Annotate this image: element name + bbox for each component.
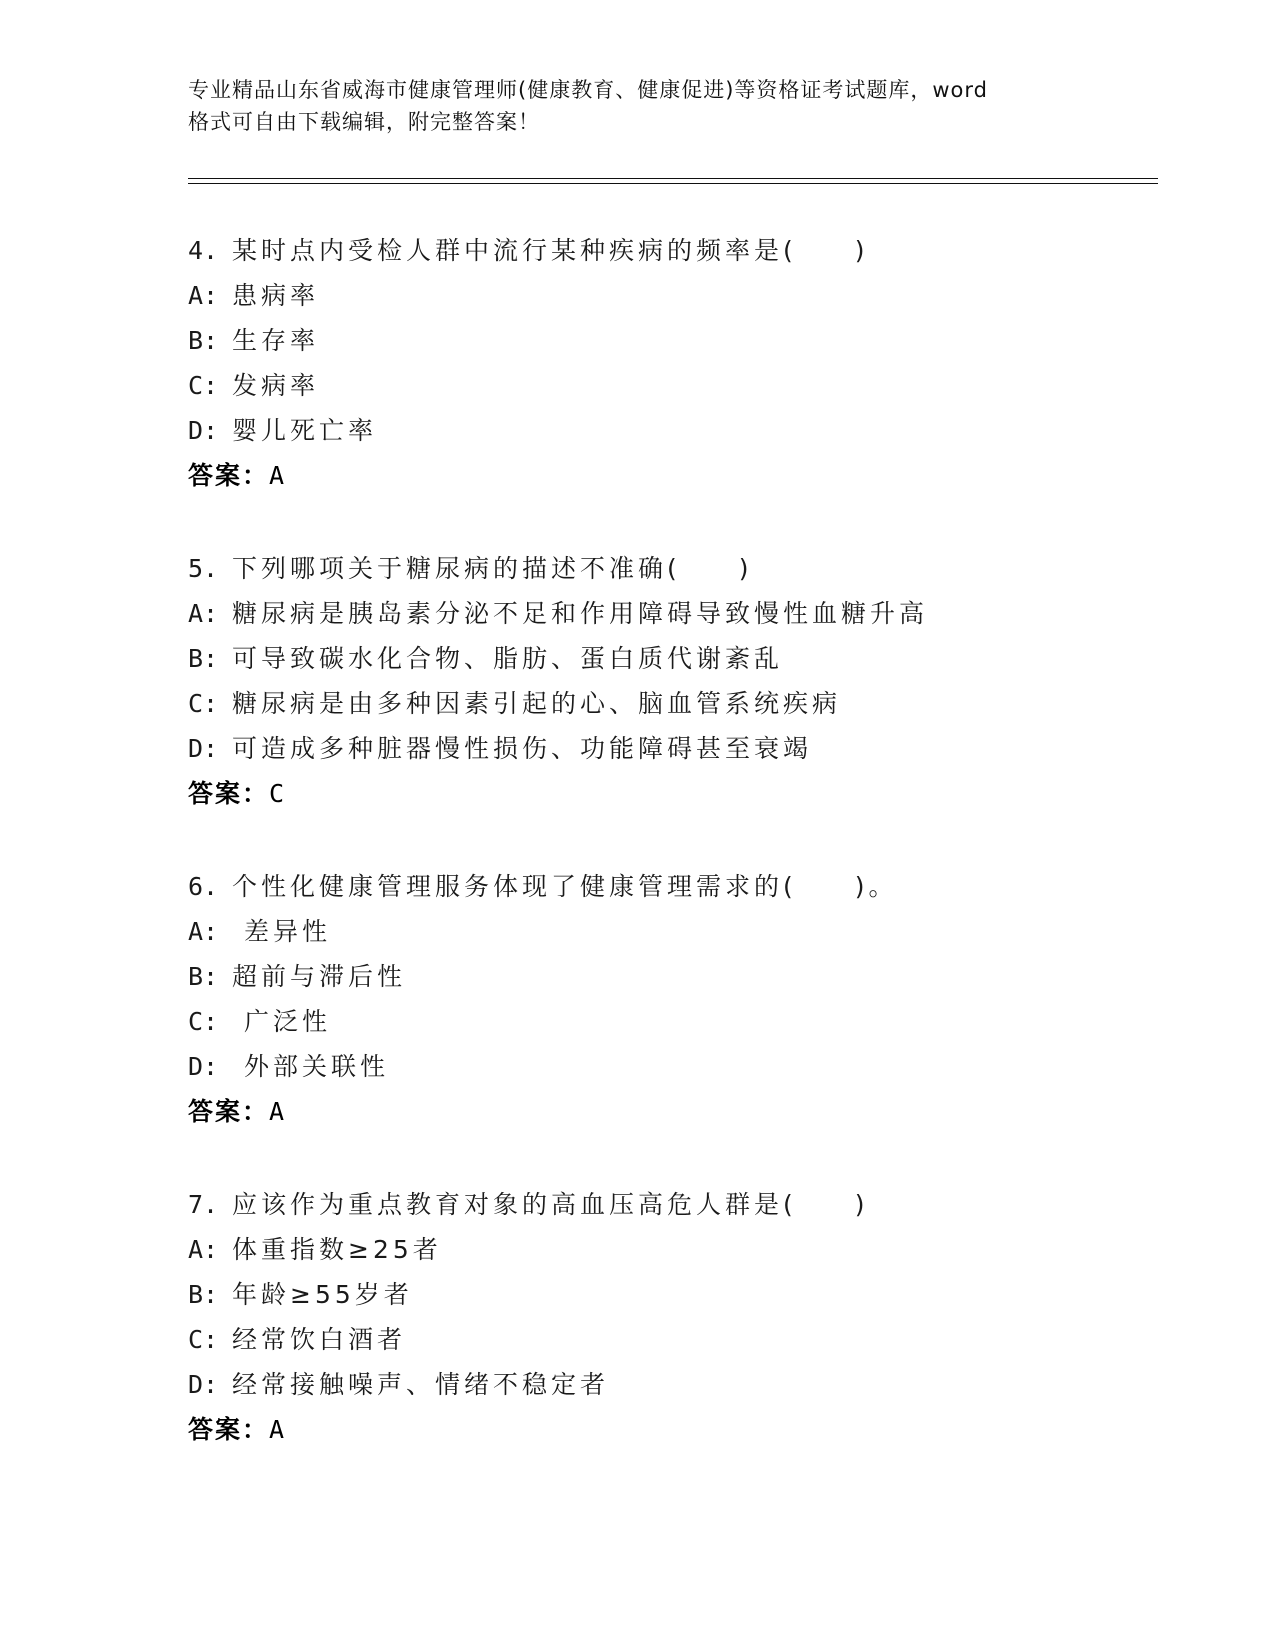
option-b [188, 1272, 1188, 1317]
option-b [188, 954, 1188, 999]
option-text: 可造成多种脏器慢性损伤、功能障碍甚至衰竭 [232, 734, 813, 763]
option-letter: A: [188, 917, 219, 946]
question-text: 个性化健康管理服务体现了健康管理需求的( )。 [232, 872, 898, 901]
option-letter: A: [188, 599, 219, 628]
question-number: 4. [188, 236, 219, 265]
option-text: 超前与滞后性 [232, 962, 407, 991]
option-text: 经常接触噪声、情绪不稳定者 [232, 1370, 610, 1399]
option-a [188, 909, 1188, 954]
option-a [188, 591, 1188, 636]
option-letter: D: [188, 734, 219, 763]
option-c [188, 681, 1188, 726]
header-line-1: 专业精品山东省威海市健康管理师(健康教育、健康促进)等资格证考试题库，word [188, 78, 989, 102]
answer-value: A [269, 1097, 285, 1126]
option-letter: A: [188, 1235, 219, 1264]
option-text: 婴儿死亡率 [232, 416, 378, 445]
option-letter: A: [188, 281, 219, 310]
option-text: 可导致碳水化合物、脂肪、蛋白质代谢紊乱 [232, 644, 784, 673]
option-letter: C: [188, 371, 219, 400]
option-text: 生存率 [232, 326, 320, 355]
answer-label: 答案： [188, 779, 270, 808]
question-stem [188, 228, 1188, 273]
option-d [188, 408, 1188, 453]
answer-value: C [269, 779, 285, 808]
question-number: 6. [188, 872, 219, 901]
option-c [188, 1317, 1188, 1362]
option-text: 体重指数≥25者 [232, 1235, 442, 1264]
option-letter: D: [188, 416, 219, 445]
header-divider-bottom [188, 183, 1158, 184]
option-a [188, 1227, 1188, 1272]
option-text: 发病率 [232, 371, 320, 400]
question-stem [188, 864, 1188, 909]
option-b [188, 636, 1188, 681]
option-text: 差异性 [232, 917, 331, 946]
option-text: 广泛性 [232, 1007, 331, 1036]
document-header [188, 74, 1088, 138]
question-stem [188, 1182, 1188, 1227]
question-text: 下列哪项关于糖尿病的描述不准确( ) [232, 554, 753, 583]
answer-line [188, 771, 1188, 816]
option-d [188, 726, 1188, 771]
option-c [188, 363, 1188, 408]
option-b [188, 318, 1188, 363]
option-d [188, 1362, 1188, 1407]
answer-label: 答案： [188, 1097, 270, 1126]
answer-label: 答案： [188, 1415, 270, 1444]
option-letter: C: [188, 1007, 219, 1036]
option-letter: B: [188, 1280, 219, 1309]
option-text: 外部关联性 [232, 1052, 389, 1081]
option-letter: D: [188, 1052, 219, 1081]
option-text: 经常饮白酒者 [232, 1325, 407, 1354]
option-text: 糖尿病是胰岛素分泌不足和作用障碍导致慢性血糖升高 [232, 599, 929, 628]
option-letter: C: [188, 1325, 219, 1354]
header-divider-top [188, 178, 1158, 179]
header-line-2: 格式可自由下载编辑，附完整答案！ [188, 110, 540, 134]
option-text: 患病率 [232, 281, 320, 310]
question-text: 应该作为重点教育对象的高血压高危人群是( ) [232, 1190, 869, 1219]
answer-line [188, 1407, 1188, 1452]
option-letter: C: [188, 689, 219, 718]
answer-label: 答案： [188, 461, 270, 490]
option-letter: B: [188, 326, 219, 355]
option-d [188, 1044, 1188, 1089]
option-a [188, 273, 1188, 318]
question-5 [188, 546, 1188, 816]
option-letter: B: [188, 644, 219, 673]
question-text: 某时点内受检人群中流行某种疾病的频率是( ) [232, 236, 869, 265]
option-letter: B: [188, 962, 219, 991]
option-letter: D: [188, 1370, 219, 1399]
answer-value: A [269, 461, 285, 490]
option-text: 年龄≥55岁者 [232, 1280, 413, 1309]
question-number: 5. [188, 554, 219, 583]
answer-line [188, 1089, 1188, 1134]
answer-value: A [269, 1415, 285, 1444]
question-6 [188, 864, 1188, 1134]
option-text: 糖尿病是由多种因素引起的心、脑血管系统疾病 [232, 689, 842, 718]
question-4 [188, 228, 1188, 498]
question-7 [188, 1182, 1188, 1452]
question-number: 7. [188, 1190, 219, 1219]
question-stem [188, 546, 1188, 591]
option-c [188, 999, 1188, 1044]
answer-line [188, 453, 1188, 498]
